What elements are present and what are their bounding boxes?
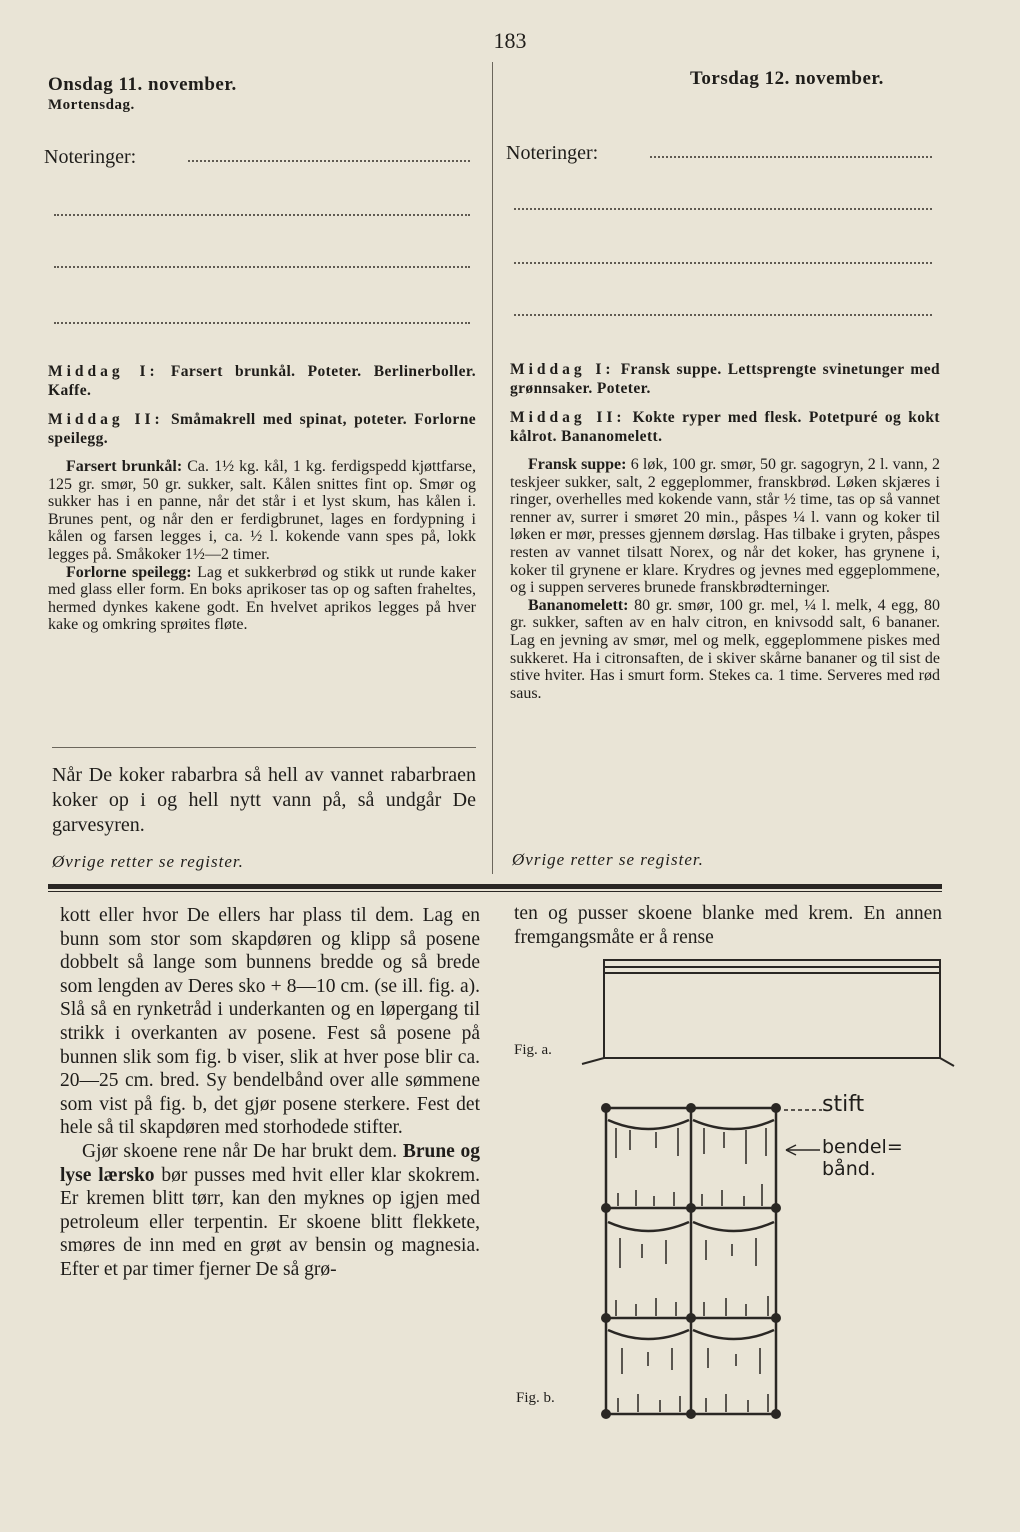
right-other-dishes: Øvrige retter se register.: [512, 850, 704, 869]
figure-a-illustration: [580, 952, 960, 1072]
right-notes-label: Noteringer:: [506, 142, 599, 164]
recipe-forlorne-speilegg: [48, 564, 476, 634]
left-menu: [48, 362, 476, 448]
left-day-content: [48, 362, 476, 634]
menu-prefix: Middag II:: [48, 411, 164, 428]
left-other-dishes: Øvrige retter se register.: [52, 852, 244, 871]
stift-label: stift: [822, 1092, 865, 1117]
menu-prefix: Middag II:: [510, 409, 626, 426]
page-number: 183: [493, 28, 527, 53]
text-bold: Brune og lyse lærsko: [60, 1140, 480, 1186]
article-paragraph-1: kott eller hvor De ellers har plass til dem. Lag en bunn som stor som skapdøren og klipp så posene dobbelt så lange som bunnens bredde og så brede som lengden av Deres sko + 8—10 cm. (se ill. fig. a). Slå så en rynketråd i underkanten og en løpergang til strikk i overkanten av posene. Fest så posene på bunnen slik som fig. b viser, slik at hver pose blir ca. 20—25 cm. bred. Sy bendelbånd over alle sømmene som vist på fig. b, det gjør posene sterkere. Fest det hele så til skapdøren med storhodede stifter.: [60, 905, 480, 1139]
left-notes-line-4: [54, 322, 470, 324]
left-notes-line-3: [54, 266, 470, 268]
recipe-fransk-suppe: [510, 456, 940, 597]
left-notes-line-2: [54, 214, 470, 216]
left-notes-label: Noteringer:: [44, 146, 137, 168]
recipe-title: Forlorne speilegg:: [66, 563, 192, 581]
recipe-bananomelett: [510, 597, 940, 703]
text-span: bør pusses med hvit eller klar skokrem. Er kremen blitt tørr, kan den myknes op igjen med petroleum eller terpentin. Er skoene blitt flekkete, smøres de inn med en grøt av bensin og magnesia. Efter et par timer fjerner De så grø-: [60, 1164, 481, 1280]
text-span: Gjør skoene rene når De har brukt dem.: [82, 1140, 398, 1162]
recipe-text: 6 løk, 100 gr. smør, 50 gr. sagogryn, 2 l. vann, 2 teskjeer sukker, salt, 2 eggeplommer, franskbrød. Løken skjæres i ringer, overhelles med kokende vann, står ½ time, tas op så vannet renner av, surrer i smøret 20 min., påspes ¼ l. vann og koker til løken er mør, presses gjennem dørslag. Has tilbake i gryten, påspes resten av vannet tilsatt Norex, og når det koker, has grynene i, koker til grynene er klare. Krydres og jevnes med eggeplommene, og i suppen serveres brunede franskbrødterninger.: [510, 456, 940, 597]
article-left-column: [60, 904, 480, 1282]
menu-prefix: Middag I:: [48, 363, 159, 380]
left-recipes: [48, 458, 476, 634]
right-date: Torsdag 12. november.: [690, 68, 884, 89]
menu-text: Fransk suppe. Lettsprengte svinetunger med grønnsaker. Poteter.: [510, 361, 941, 397]
recipe-text: Ca. 1½ kg. kål, 1 kg. ferdigspedd kjøttfarse, 125 gr. smør, 50 gr. sukker, salt. Kålen snittes fint op. Smør og sukker has i en panne, når det står i et lyst skum, has kålen i. Brunes pent, og når den er ferdigbrunet, lages en fordypning i kålen og farsen legges i, ca. ½ l. kokende vann spes på, lokk legges på. Småkoker 1½—2 timer.: [48, 458, 476, 563]
left-menu-2: [48, 410, 476, 448]
recipe-farsert-brunkal: [48, 458, 476, 564]
recipe-title: Farsert brunkål:: [66, 458, 183, 475]
article-right-column: ten og pusser skoene blanke med krem. En annen fremgangsmåte er å rense: [514, 903, 942, 948]
menu-text: Småmakrell med spinat, poteter. Forlorne speilegg.: [48, 411, 477, 447]
recipe-text: 80 gr. smør, 100 gr. mel, ¼ l. melk, 4 egg, 80 gr. sukker, saften av en halv citron, en knivsodd salt, 6 bananer. Lag en jevning av smør, mel og melk, eggeplommene piskes med sukkeret. Ha i citronsaften, de i skiver skårne bananer og til sist de stive hviter. Has i smurt form. Stekes ca. 1 time. Serveres med rød saus.: [510, 596, 941, 702]
right-notes-line-1: [650, 156, 932, 158]
bendel-label: bendel=: [822, 1136, 903, 1158]
fig-b-label: Fig. b.: [516, 1390, 555, 1406]
right-menu-2: [510, 408, 940, 446]
band-label: bånd.: [822, 1158, 876, 1180]
right-recipes: [510, 456, 940, 702]
section-rule-thin: [48, 891, 942, 892]
fig-a-label: Fig. a.: [514, 1042, 552, 1058]
figure-b-callouts: [776, 1100, 826, 1160]
menu-text: Farsert brunkål. Poteter. Berlinerboller. Kaffe.: [48, 363, 476, 399]
recipe-text: Lag et sukkerbrød og stikk ut runde kaker med glass eller form. En boks aprikoser tas op og saften fraheltes, hermed dynkes kakene godt. En hvelvet aprikos legges på hver kake og omkring sprøites fløte.: [48, 563, 477, 634]
left-notes-line-1: [188, 160, 470, 162]
figure-b-illustration: [596, 1098, 782, 1424]
right-notes-line-2: [514, 208, 932, 210]
right-notes-line-4: [514, 314, 932, 316]
menu-prefix: Middag I:: [510, 361, 615, 378]
right-notes-line-3: [514, 262, 932, 264]
recipe-title: Fransk suppe:: [528, 456, 627, 473]
section-rule-thick: [48, 884, 942, 889]
left-menu-1: [48, 362, 476, 400]
article-paragraph-2: [60, 1140, 480, 1282]
right-day-content: [510, 360, 940, 702]
left-date: Onsdag 11. november.: [48, 74, 237, 95]
right-menu: [510, 360, 940, 446]
left-subtitle: Mortensdag.: [48, 97, 135, 113]
tip-rule: [52, 747, 476, 748]
column-divider: [492, 62, 493, 874]
rhubarb-tip: Når De koker rabarbra så hell av vannet rabarbraen koker op i og hell nytt vann på, så undgår De garvesyren.: [52, 764, 476, 836]
right-menu-1: [510, 360, 940, 398]
recipe-title: Bananomelett:: [528, 596, 629, 614]
menu-text: Kokte ryper med flesk. Potetpuré og kokt kålrot. Bananomelett.: [510, 409, 940, 445]
